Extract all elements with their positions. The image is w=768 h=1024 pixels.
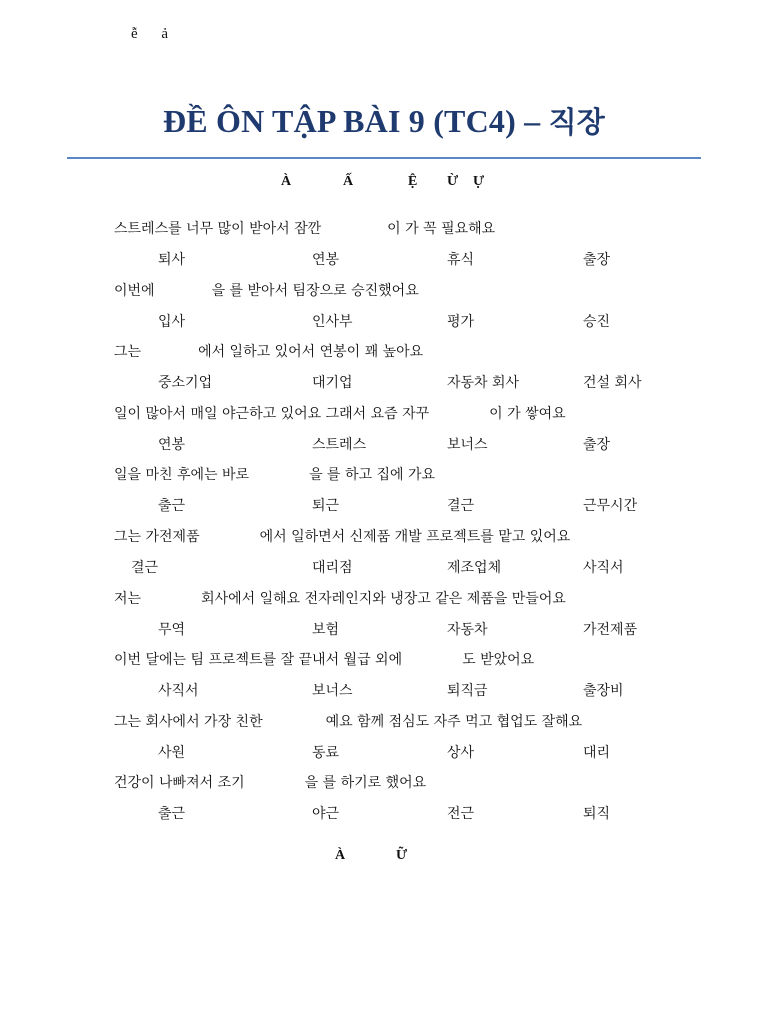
answer-option[interactable]: 전근 (447, 806, 475, 823)
question-text-before: 저는 (114, 590, 142, 607)
section-heading-mark: Ấ (343, 174, 354, 189)
answer-option[interactable]: 연봉 (312, 252, 340, 268)
answer-option[interactable]: 퇴직금 (447, 683, 488, 700)
answer-option[interactable]: 중소기업 (158, 375, 213, 392)
header-mark: ả (161, 26, 169, 42)
answer-option[interactable]: 자동차 (447, 621, 488, 638)
question-text-before: 일이 많아서 매일 야근하고 있어요 그래서 요즘 자꾸 (114, 405, 430, 422)
section-heading-mark: Ừ (447, 174, 459, 189)
answer-option[interactable]: 사직서 (583, 560, 624, 576)
question-text-before: 스트레스를 너무 많이 받아서 잠깐 (114, 221, 322, 237)
question-sentence (114, 772, 426, 792)
section-heading-mark: À (335, 848, 346, 863)
page-title-main: ĐỀ ÔN TẬP BÀI 9 (TC4) – (162, 103, 541, 139)
question-text-after: 을 를 하기로 했어요 (304, 775, 427, 792)
question-text-after: 예요 함께 점심도 자주 먹고 협업도 잘해요 (325, 713, 583, 730)
question-text-after: 에서 일하고 있어서 연봉이 꽤 높아요 (198, 344, 424, 361)
question-text-before: 그는 회사에서 가장 친한 (114, 713, 263, 730)
question-sentence (114, 526, 570, 546)
answer-option[interactable]: 평가 (447, 313, 475, 330)
question-text-before: 일을 마친 후에는 바로 (114, 467, 250, 484)
answer-option[interactable]: 출장 (583, 436, 611, 453)
answer-option[interactable]: 사원 (158, 744, 186, 761)
answer-option[interactable]: 휴식 (447, 252, 475, 268)
answer-option[interactable]: 보험 (312, 621, 340, 638)
question-sentence (114, 711, 582, 731)
question-sentence (114, 403, 566, 423)
answer-option[interactable]: 출근 (158, 806, 186, 823)
answer-option[interactable]: 출근 (158, 498, 186, 515)
answer-option[interactable]: 퇴근 (312, 498, 340, 515)
answer-option[interactable]: 사직서 (158, 683, 199, 700)
answer-option[interactable]: 연봉 (158, 436, 186, 453)
question-text-before: 이번에 (114, 282, 155, 299)
answer-option[interactable]: 가전제품 (583, 621, 638, 638)
answer-option[interactable]: 퇴직 (583, 806, 611, 823)
answer-option[interactable]: 승진 (583, 313, 611, 330)
question-sentence (114, 341, 423, 361)
question-text-after: 을 를 하고 집에 가요 (309, 467, 436, 484)
question-text-before: 그는 가전제품 (114, 529, 200, 545)
question-text-before: 건강이 나빠져서 조기 (114, 775, 245, 792)
header-mark: ễ (131, 26, 138, 42)
question-text-after: 에서 일하면서 신제품 개발 프로젝트를 맡고 있어요 (259, 529, 571, 545)
question-sentence (114, 649, 534, 669)
answer-option[interactable]: 대리점 (312, 560, 353, 576)
section-heading-mark: Ệ (408, 174, 418, 189)
question-sentence (114, 280, 419, 300)
question-text-after: 을 를 받아서 팀장으로 승진했어요 (211, 282, 419, 299)
question-text-after: 회사에서 일해요 전자레인지와 냉장고 같은 제품을 만들어요 (201, 590, 566, 607)
answer-option[interactable]: 자동차 회사 (447, 375, 520, 392)
question-text-after: 이 가 꼭 필요해요 (387, 221, 496, 237)
answer-option[interactable]: 근무시간 (583, 498, 638, 515)
answer-option[interactable]: 결근 (447, 498, 475, 515)
answer-option[interactable]: 제조업체 (447, 560, 502, 576)
answer-option[interactable]: 퇴사 (158, 252, 186, 268)
section-heading-mark: Ự (473, 174, 485, 189)
answer-option[interactable]: 동료 (312, 744, 340, 761)
answer-option[interactable]: 대기업 (312, 375, 353, 392)
answer-option[interactable]: 보너스 (312, 683, 353, 700)
answer-option[interactable]: 입사 (158, 313, 186, 330)
question-sentence (114, 218, 495, 238)
answer-option[interactable]: 출장 (583, 252, 611, 268)
answer-option[interactable]: 스트레스 (312, 436, 367, 453)
answer-option[interactable]: 대리 (583, 744, 611, 761)
question-text-after: 이 가 쌓여요 (489, 405, 566, 422)
answer-option[interactable]: 상사 (447, 744, 475, 761)
question-sentence (114, 464, 435, 484)
question-text-after: 도 받았어요 (462, 652, 535, 669)
section-heading-mark: À (281, 174, 292, 189)
page-title-korean: 직장 (548, 105, 606, 139)
question-text-before: 그는 (114, 344, 142, 361)
section-heading-mark: Ữ (396, 848, 408, 863)
title-divider (67, 157, 701, 159)
answer-option[interactable]: 건설 회사 (583, 375, 642, 392)
question-text-before: 이번 달에는 팀 프로젝트를 잘 끝내서 월급 외에 (114, 652, 403, 669)
header-marks (131, 26, 188, 43)
answer-option[interactable]: 무역 (158, 621, 186, 638)
answer-option[interactable]: 보너스 (447, 436, 488, 453)
page-title (0, 100, 768, 141)
answer-option[interactable]: 결근 (131, 560, 159, 576)
answer-option[interactable]: 인사부 (312, 313, 353, 330)
question-sentence (114, 588, 566, 608)
answer-option[interactable]: 야근 (312, 806, 340, 823)
answer-option[interactable]: 출장비 (583, 683, 624, 700)
